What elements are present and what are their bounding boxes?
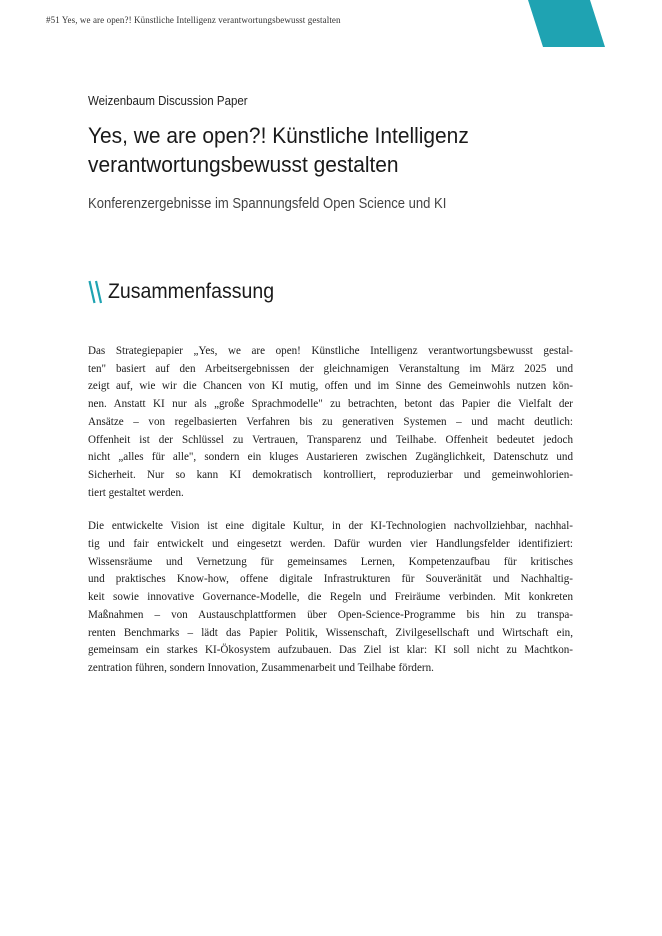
text-line: Ansätze – von regelbasierten Verfahren bis zu generativen Systemen – und macht deutlich: [88, 415, 573, 428]
section-title: Zusammenfassung [108, 280, 275, 303]
series-label: Weizenbaum Discussion Paper [88, 94, 248, 108]
text-line: Maßnahmen – von Austauschplattformen über Open-Science-Programme bis hin zu transpa- [88, 608, 573, 621]
paper-title-line: Yes, we are open?! Künstliche Intelligenz [88, 123, 469, 148]
text-line: tig und fair entwickelt und eingesetzt werden. Dafür wurden vier Handlungsfelder identifiziert: [88, 538, 573, 551]
running-header: #51 Yes, we are open?! Künstliche Intelligenz verantwortungsbewusst gestalten [46, 15, 341, 25]
abstract-paragraph [88, 343, 573, 502]
text-line: Wissensräume und Vernetzung für gemeinsames Lernen, Kompetenzaufbau für kritisches [88, 555, 573, 568]
paper-subtitle: Konferenzergebnisse im Spannungsfeld Open Science und KI [88, 196, 447, 212]
text-line: tiert gestaltet werden. [88, 486, 184, 499]
double-slash-icon [88, 280, 104, 304]
text-line: Das Strategiepapier „Yes, we are open! Künstliche Intelligenz verantwortungsbewusst gestal- [88, 345, 573, 357]
text-line: nen. Anstatt KI nur als „große Sprachmodelle" zu betrachten, betont das Papier die Vielfalt der [88, 398, 573, 411]
text-line: zeigt auf, wie wir die Chancen von KI mutig, offen und im Sinne des Gemeinwohls nutzen kön- [88, 380, 573, 393]
text-line: gemeinsam ein starkes KI-Ökosystem aufzubauen. Das Ziel ist klar: KI soll nicht zu Machtkon- [88, 644, 573, 657]
text-line: nicht „alles für alle", sondern ein kluges Austarieren zwischen Zugänglichkeit, Datenschutz und [88, 451, 573, 464]
abstract-paragraph [88, 518, 573, 677]
text-line: ten" basiert auf den Arbeitsergebnissen der gleichnamigen Veranstaltung im März 2025 und [88, 362, 573, 375]
text-line: keit sowie innovative Governance-Modelle, die Regeln und Freiräume verbinden. Mit konkreten [88, 591, 573, 604]
text-line: renten Benchmarks – lädt das Papier Politik, Wissenschaft, Zivilgesellschaft und Wirtschaft ein, [88, 626, 573, 639]
paper-title-line: verantwortungsbewusst gestalten [88, 152, 399, 177]
text-line: Die entwickelte Vision ist eine digitale Kultur, in der KI-Technologien nachvollziehbar, nachhal- [88, 520, 573, 533]
abstract-body [88, 343, 573, 694]
text-line: Sicherheit. Nur so kann KI demokratisch kontrolliert, reproduzierbar und gemeinwohlorien- [88, 468, 573, 481]
text-line: und praktisches Know-how, offene digitale Infrastrukturen für Souveränität und Nachhaltig- [88, 573, 573, 586]
corner-accent-shape [528, 0, 606, 48]
paper-title [88, 121, 525, 179]
text-line: Offenheit ist der Schlüssel zu Vertrauen, Transparenz und Teilhabe. Offenheit bedeutet jedoch [88, 433, 573, 446]
text-line: zentration führen, sondern Innovation, Zusammenarbeit und Teilhabe fördern. [88, 661, 434, 674]
section-heading [88, 280, 287, 304]
corner-accent-polygon [528, 0, 605, 47]
